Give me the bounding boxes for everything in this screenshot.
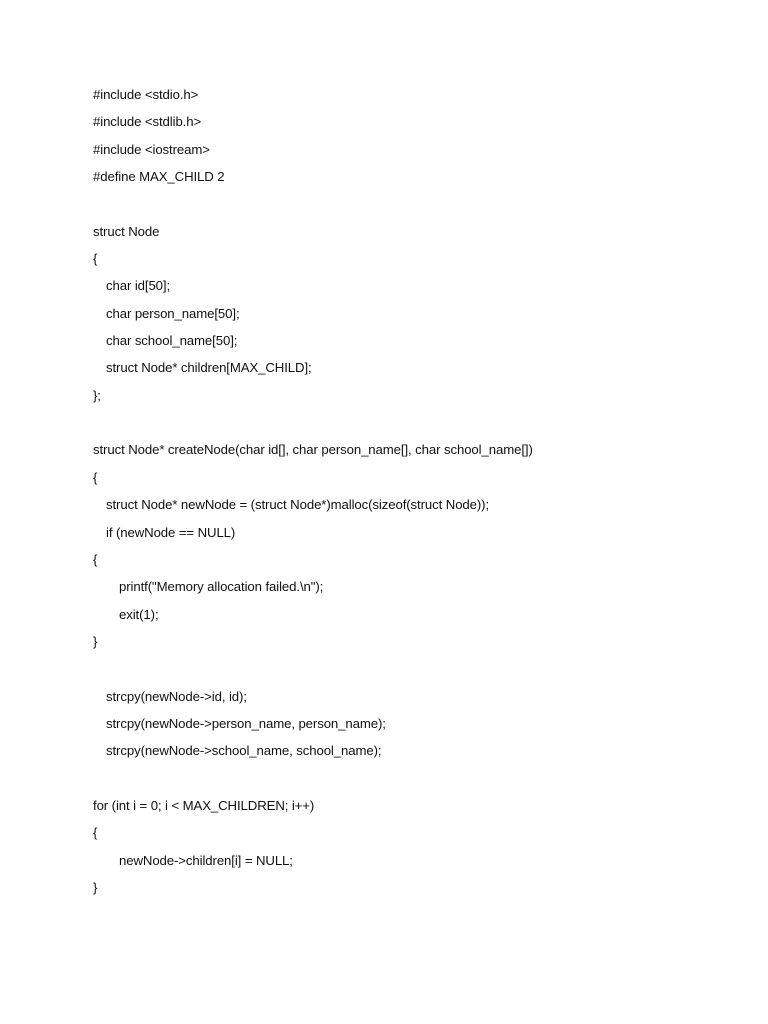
code-listing xyxy=(93,85,713,905)
code-line: } xyxy=(93,879,98,895)
code-line: strcpy(newNode->id, id); xyxy=(106,688,247,704)
code-line: char person_name[50]; xyxy=(106,305,240,321)
code-line: struct Node* children[MAX_CHILD]; xyxy=(106,360,312,376)
code-line: for (int i = 0; i < MAX_CHILDREN; i++) xyxy=(93,797,315,813)
blank-line xyxy=(93,194,713,221)
blank-line xyxy=(93,413,713,440)
code-line: if (newNode == NULL) xyxy=(106,524,236,540)
code-line: { xyxy=(93,825,98,841)
code-line: { xyxy=(93,551,98,567)
code-line: } xyxy=(93,633,98,649)
blank-line xyxy=(93,769,713,796)
code-line: #include <stdlib.h> xyxy=(93,114,202,130)
code-line: }; xyxy=(93,387,101,403)
code-line: struct Node xyxy=(93,223,160,239)
code-line: #include <stdio.h> xyxy=(93,87,199,102)
code-line: #define MAX_CHILD 2 xyxy=(93,169,225,185)
code-line: struct Node* newNode = (struct Node*)malloc(sizeof(struct Node)); xyxy=(106,497,490,513)
code-line: #include <iostream> xyxy=(93,141,210,157)
blank-line xyxy=(93,659,713,686)
code-line: { xyxy=(93,469,98,485)
code-line: strcpy(newNode->school_name, school_name); xyxy=(106,743,382,759)
code-line: char school_name[50]; xyxy=(106,333,238,349)
code-line: exit(1); xyxy=(119,606,159,622)
code-line: { xyxy=(93,251,98,267)
code-line: struct Node* createNode(char id[], char person_name[], char school_name[]) xyxy=(93,442,533,458)
code-line: char id[50]; xyxy=(106,278,171,294)
code-line: newNode->children[i] = NULL; xyxy=(119,852,293,868)
code-line: printf("Memory allocation failed.\n"); xyxy=(119,579,324,595)
code-line: strcpy(newNode->person_name, person_name); xyxy=(106,715,386,731)
